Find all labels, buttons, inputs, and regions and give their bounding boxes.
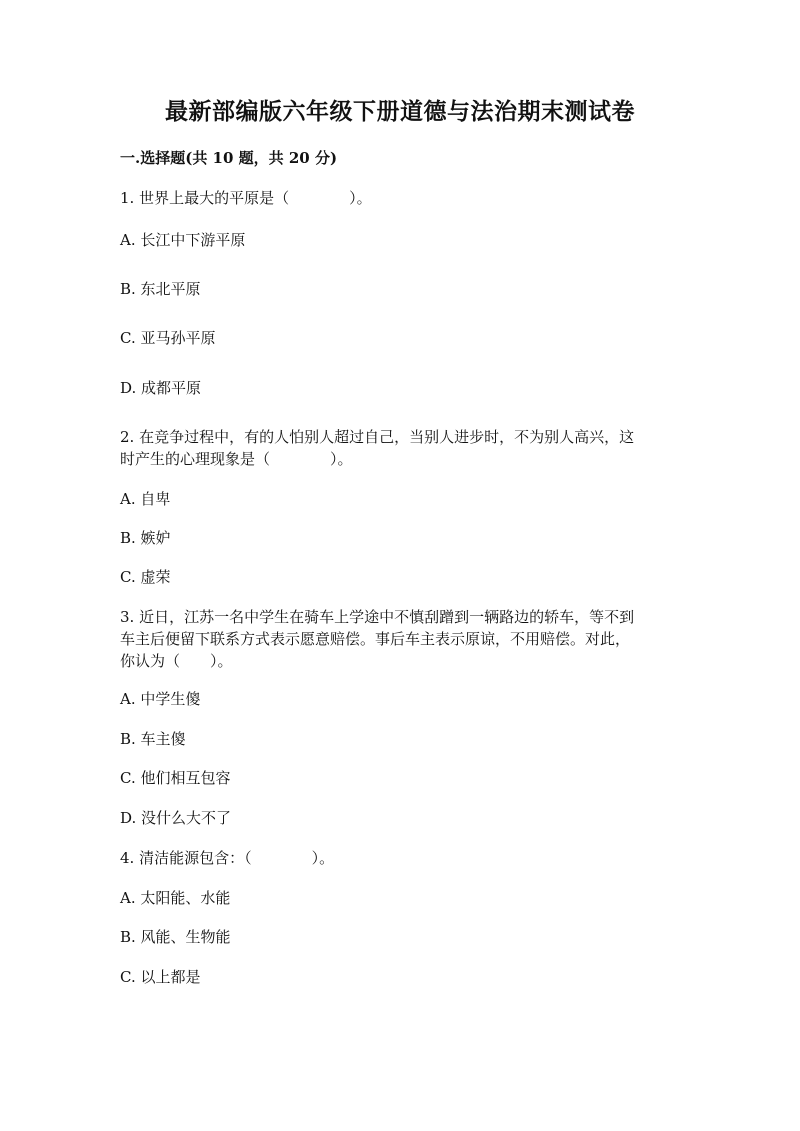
question-2-stem-line-1: 2. 在竞争过程中，有的人怕别人超过自己，当别人进步时，不为别人高兴，这 — [120, 428, 635, 446]
question-2-option-b: B. 嫉妒 — [120, 529, 171, 547]
question-4-stem: 4. 清洁能源包含：（ ）。 — [120, 849, 335, 867]
question-3-stem-line-1: 3. 近日，江苏一名中学生在骑车上学途中不慎刮蹭到一辆路边的轿车，等不到 — [120, 608, 635, 626]
question-1-option-b: B. 东北平原 — [120, 280, 201, 298]
question-3-option-b: B. 车主傻 — [120, 730, 186, 748]
question-2-stem — [120, 426, 680, 470]
question-4-option-c: C. 以上都是 — [120, 968, 201, 986]
question-3-option-a: A. 中学生傻 — [120, 690, 201, 708]
question-3-option-d: D. 没什么大不了 — [120, 809, 232, 827]
question-2-option-a: A. 自卑 — [120, 490, 171, 508]
page-title: 最新部编版六年级下册道德与法治期末测试卷 — [165, 98, 635, 125]
section-heading: 一.选择题(共 10 题，共 20 分) — [120, 149, 338, 167]
question-1-stem: 1. 世界上最大的平原是（ ）。 — [120, 189, 372, 207]
question-3-option-c: C. 他们相互包容 — [120, 769, 231, 787]
question-2-stem-line-2: 时产生的心理现象是（ ）。 — [120, 450, 353, 468]
question-1-option-d: D. 成都平原 — [120, 379, 202, 397]
question-3-stem — [120, 606, 680, 672]
question-4-option-a: A. 太阳能、水能 — [120, 889, 231, 907]
question-3-stem-line-2: 车主后便留下联系方式表示愿意赔偿。事后车主表示原谅，不用赔偿。对此， — [120, 630, 631, 648]
question-4-option-b: B. 风能、生物能 — [120, 928, 231, 946]
question-2-option-c: C. 虚荣 — [120, 568, 171, 586]
question-1-option-c: C. 亚马孙平原 — [120, 329, 216, 347]
question-3-stem-line-3: 你认为（ ）。 — [120, 652, 233, 670]
question-1-option-a: A. 长江中下游平原 — [120, 231, 246, 249]
